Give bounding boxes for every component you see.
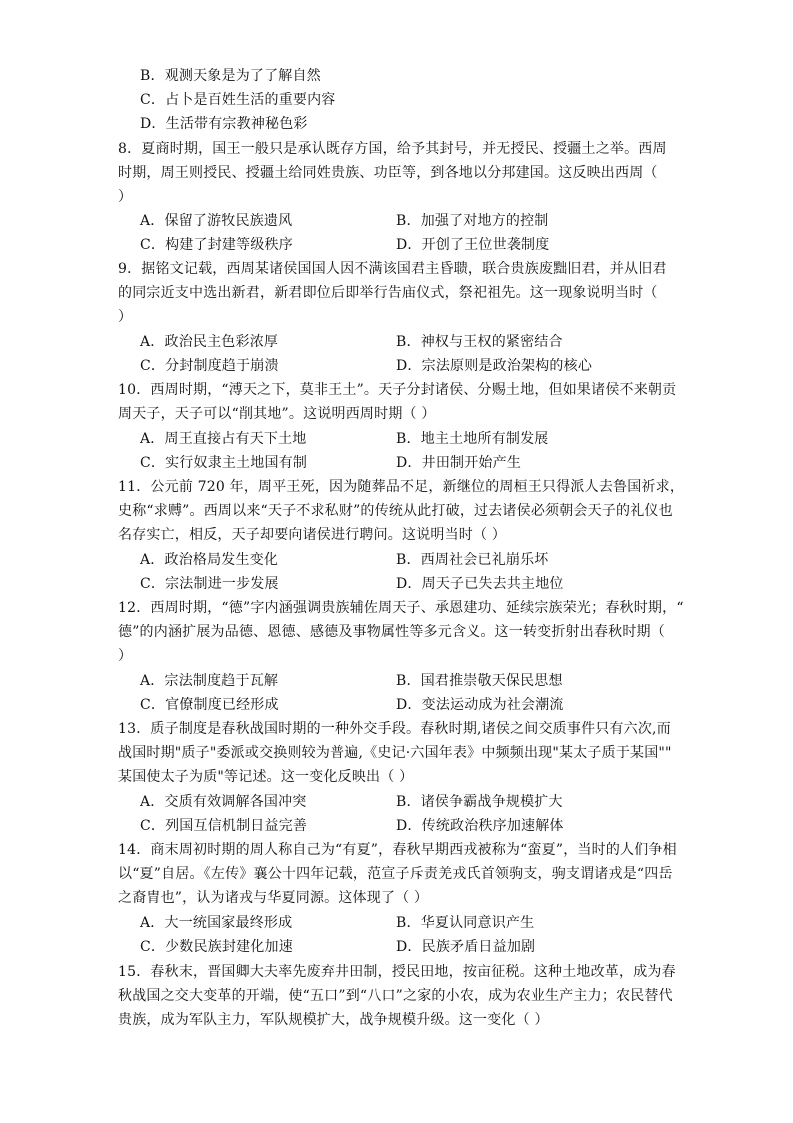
option-a: A．交质有效调解各国冲突 <box>140 794 307 810</box>
option-b: B．华夏认同意识产生 <box>396 915 535 931</box>
option-b: B．加强了对地方的控制 <box>396 213 549 229</box>
option-c: C．官僚制度已经形成 <box>140 697 279 713</box>
option-q7-d: D．生活带有宗教神秘色彩 <box>140 116 308 132</box>
option-d: D．开创了王位世袭制度 <box>396 237 550 253</box>
option-a: A．大一统国家最终形成 <box>140 915 293 931</box>
option-d: D．传统政治秩序加速解体 <box>396 818 564 834</box>
question-text-line: 8．夏商时期，国王一般只是承认既存方国，给予其封号，并无授民、授疆土之举。西周 <box>118 141 667 157</box>
option-d: D．变法运动成为社会潮流 <box>396 697 564 713</box>
question-text-line: 11．公元前 720 年，周平王死，因为随葬品不足，新继位的周桓王只得派人去鲁国祈求， <box>118 479 685 495</box>
option-d: D．周天子已失去共主地位 <box>396 576 564 592</box>
option-c: C．分封制度趋于崩溃 <box>140 358 279 374</box>
option-q7-b: B．观测天象是为了了解自然 <box>140 68 321 84</box>
option-c: C．列国互信机制日益完善 <box>140 818 308 834</box>
option-b: B．西周社会已礼崩乐坏 <box>396 552 549 568</box>
question-text-line: 的同宗近支中选出新君，新君即位后即举行告庙仪式，祭祀祖先。这一现象说明当时（ <box>118 285 658 301</box>
option-c: C．实行奴隶主土地国有制 <box>140 455 308 471</box>
option-q7-c: C．占卜是百姓生活的重要内容 <box>140 92 336 108</box>
option-d: D．民族矛盾日益加剧 <box>396 939 536 955</box>
question-text-line: 13．质子制度是春秋战国时期的一种外交手段。春秋时期,诸侯之间交质事件只有六次,而 <box>118 721 671 737</box>
option-a: A．政治民主色彩浓厚 <box>140 334 279 350</box>
option-c: C．少数民族封建化加速 <box>140 939 293 955</box>
option-a: A．宗法制度趋于瓦解 <box>140 673 279 689</box>
question-text-line: 贵族，成为军队主力，军队规模扩大，战争规模升级。这一变化（ ） <box>118 1012 549 1028</box>
option-a: A．政治格局发生变化 <box>140 552 279 568</box>
question-text-line: 某国使太子为质"等记述。这一变化反映出（ ） <box>118 769 414 785</box>
option-c: C．构建了封建等级秩序 <box>140 237 293 253</box>
option-a: A．周王直接占有天下土地 <box>140 431 307 447</box>
question-text-line: 9．据铭文记载，西周某诸侯国国人因不满该国君主昏聩，联合贵族废黜旧君，并从旧君 <box>118 261 667 277</box>
question-text-line: 周天子，天子可以“削其地”。这说明西周时期（ ） <box>118 406 436 422</box>
option-b: B．诸侯争霸战争规模扩大 <box>396 794 563 810</box>
option-a: A．保留了游牧民族遗风 <box>140 213 293 229</box>
question-text-line: 史称“求赙”。西周以来“天子不求私财”的传统从此打破，过去诸侯必须朝会天子的礼仪也 <box>118 503 673 519</box>
question-text-line: 12．西周时期，“德”字内涵强调贵族辅佐周天子、承恩建功、延续宗族荣光；春秋时期，“ <box>118 600 684 616</box>
question-text-line: 15．春秋末，晋国卿大夫率先废弃井田制，授民田地，按亩征税。这种土地改革，成为春 <box>118 964 676 980</box>
question-text-line: 14．商末周初时期的周人称自己为“有夏”，春秋早期西戎被称为“蛮夏”，当时的人们争相 <box>118 842 677 858</box>
question-text-line: 战国时期"质子"委派或交换则较为普遍,《史记·六国年表》中频频出现"某太子质于某国"" <box>118 745 672 761</box>
question-text-line: 时期，周王则授民、授疆土给同姓贵族、功臣等，到各地以分邦建国。这反映出西周（ <box>118 165 658 181</box>
option-b: B．神权与王权的紧密结合 <box>396 334 563 350</box>
question-text-line: ） <box>118 189 133 205</box>
option-c: C．宗法制进一步发展 <box>140 576 279 592</box>
option-b: B．地主土地所有制发展 <box>396 431 549 447</box>
question-text-line: 秋战国之交大变革的开端，使“五口”到“八口”之家的小农，成为农业生产主力；农民替代 <box>118 988 673 1004</box>
question-text-line: ） <box>118 648 133 664</box>
question-text-line: 10．西周时期，“溥天之下，莫非王土”。天子分封诸侯、分赐土地，但如果诸侯不来朝贡 <box>118 382 677 398</box>
question-text-line: 名存实亡，相反，天子却要向诸侯进行聘问。这说明当时（ ） <box>118 527 507 543</box>
question-text-line: 之裔胄也”，认为诸戎与华夏同源。这体现了（ ） <box>118 890 429 906</box>
question-text-line: 以“夏”自居。《左传》襄公十四年记载，范宣子斥责羌戎氏首领驹支，驹支谓诸戎是“四岳 <box>118 866 673 882</box>
question-text-line: 德”的内涵扩展为品德、恩德、感德及事物属性等多元含义。这一转变折射出春秋时期（ <box>118 624 665 640</box>
option-d: D．宗法原则是政治架构的核心 <box>396 358 593 374</box>
option-b: B．国君推崇敬天保民思想 <box>396 673 563 689</box>
option-d: D．井田制开始产生 <box>396 455 522 471</box>
question-text-line: ） <box>118 309 133 325</box>
